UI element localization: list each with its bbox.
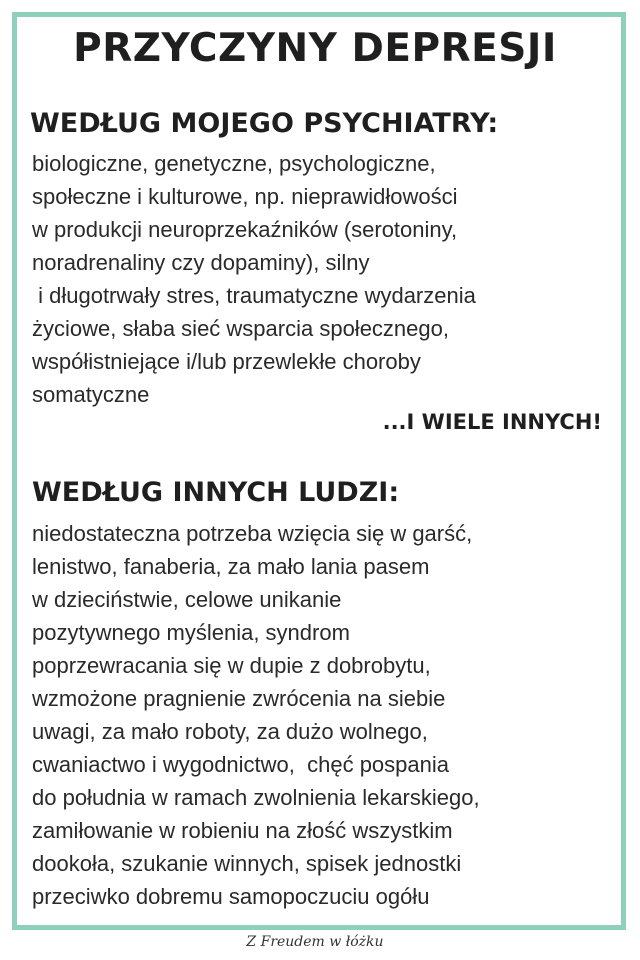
text-line: pozytywnego myślenia, syndrom: [32, 620, 350, 645]
text-line: niedostateczna potrzeba wzięcia się w garść,: [32, 521, 473, 546]
text-line: przeciwko dobremu samopoczuciu ogółu: [32, 884, 430, 909]
text-line: uwagi, za mało roboty, za dużo wolnego,: [32, 719, 428, 744]
text-line: noradrenaliny czy dopaminy), silny: [32, 250, 370, 275]
text-line: społeczne i kulturowe, np. nieprawidłowości: [32, 184, 458, 209]
text-line: w produkcji neuroprzekaźników (serotoniny,: [32, 217, 458, 242]
section-heading-other-people: WEDŁUG INNYCH LUDZI:: [32, 477, 400, 508]
text-line: biologiczne, genetyczne, psychologiczne,: [32, 151, 436, 176]
text-line: życiowe, słaba sieć wsparcia społecznego,: [32, 316, 449, 341]
section-text-other-people: [32, 517, 480, 913]
text-line: współistniejące i/lub przewlekłe choroby: [32, 349, 421, 374]
text-line: cwaniactwo i wygodnictwo, chęć pospania: [32, 752, 450, 777]
author-signature: Z Freudem w łóżku: [246, 934, 384, 950]
text-line: wzmożone pragnienie zwrócenia na siebie: [32, 686, 446, 711]
text-line: lenistwo, fanaberia, za mało lania pasem: [32, 554, 430, 579]
text-line: poprzewracania się w dupie z dobrobytu,: [32, 653, 431, 678]
text-line: dookoła, szukanie winnych, spisek jednostki: [32, 851, 462, 876]
section-text-psychiatrist: [32, 147, 476, 411]
text-line: somatyczne: [32, 382, 150, 407]
text-line: i długotrwały stres, traumatyczne wydarzenia: [32, 283, 476, 308]
text-line: do południa w ramach zwolnienia lekarskiego,: [32, 785, 480, 810]
text-line: w dzieciństwie, celowe unikanie: [32, 587, 342, 612]
text-line: zamiłowanie w robieniu na złość wszystkim: [32, 818, 453, 843]
poster-title: PRZYCZYNY DEPRESJI: [73, 26, 557, 71]
section-heading-psychiatrist: WEDŁUG MOJEGO PSYCHIATRY:: [30, 108, 499, 139]
and-many-more-note: ...I WIELE INNYCH!: [382, 410, 602, 434]
